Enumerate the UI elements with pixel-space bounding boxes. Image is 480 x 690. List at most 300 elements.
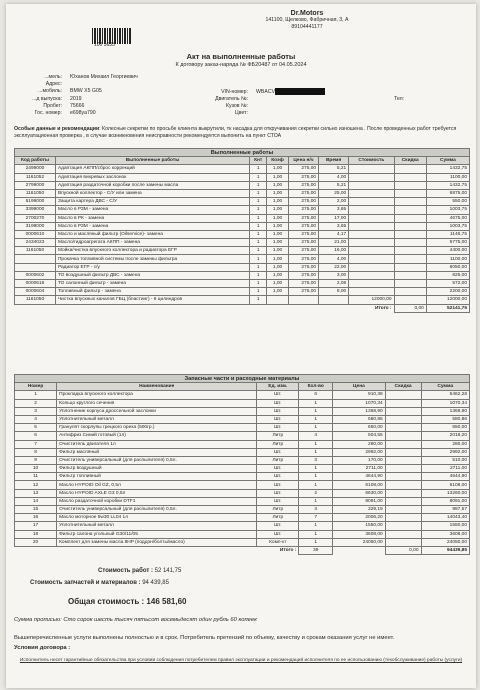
part-row-cell: Шт. — [257, 497, 299, 505]
part-row-cell: Гранулят скорлупы грецкого ореха (500гр.) — [57, 424, 257, 432]
work-row-cell: 275,00 — [288, 206, 318, 214]
part-row-cell: 910,38 — [333, 391, 386, 399]
part-row-cell — [385, 465, 421, 473]
engine-row: Двигатель №: — [215, 96, 248, 103]
work-row-cell: Защита картера ДВС - С/У — [55, 198, 249, 206]
part-row-cell: Масло моторное 5w30 LL04 1л — [57, 514, 257, 522]
work-row-cell: 6050,00 — [426, 263, 469, 271]
part-row-cell: 4644,90 — [421, 473, 469, 481]
work-row-cell: 21,00 — [319, 239, 349, 247]
part-row — [15, 489, 470, 497]
work-row-cell — [349, 206, 394, 214]
work-row-cell — [394, 230, 426, 238]
work-row-cell: 275,00 — [288, 255, 318, 263]
work-row-cell: 1 — [250, 198, 267, 206]
work-row-cell: 4,00 — [319, 173, 349, 181]
part-row-cell: 650,00 — [333, 424, 386, 432]
work-row-cell: 275,00 — [288, 263, 318, 271]
agreement-label: Условия договора : — [14, 645, 71, 651]
parts-body — [15, 391, 470, 547]
work-row-cell: 1 — [250, 173, 267, 181]
work-row — [15, 222, 470, 230]
work-row-cell — [15, 255, 56, 263]
part-row-cell: 11 — [15, 473, 57, 481]
work-row-cell: 275,00 — [288, 181, 318, 189]
work-row-cell: 1161052 — [15, 173, 56, 181]
part-row-cell: 2992,00 — [421, 448, 469, 456]
part-row-cell: 8 — [15, 448, 57, 456]
work-row-cell: Топливный фильтр - замена — [55, 288, 249, 296]
part-row-cell: Литр — [257, 432, 299, 440]
works-header-row — [15, 157, 470, 165]
work-row-cell: 25,00 — [319, 189, 349, 197]
work-row — [15, 181, 470, 189]
grand-total-value: 146 581,60 — [146, 597, 187, 606]
part-row-cell: Прокладка впускного коллектора — [57, 391, 257, 399]
document-sheet — [6, 4, 476, 688]
company-phone: 89104441177 — [291, 24, 323, 30]
work-row-cell: 2,00 — [319, 198, 349, 206]
part-row — [15, 432, 470, 440]
work-row-cell — [394, 222, 426, 230]
work-row-cell: 1432,75 — [426, 165, 469, 173]
work-row-cell — [349, 214, 394, 222]
work-row-cell: 1 — [250, 288, 267, 296]
part-row — [15, 538, 470, 546]
part-row-cell: 1 — [299, 440, 333, 448]
col-number: Номер — [15, 383, 57, 391]
work-row-cell: Масло в РЗМ - замена — [55, 206, 249, 214]
col-price: Цена — [333, 383, 386, 391]
part-row-cell: 6108,00 — [421, 481, 469, 489]
part-row-cell: 10 — [15, 465, 57, 473]
part-row — [15, 481, 470, 489]
work-row-cell: 275,00 — [288, 230, 318, 238]
work-row-cell — [394, 271, 426, 279]
grand-total-label: Общая стоимость : — [68, 597, 145, 606]
work-row-cell: 275,00 — [288, 222, 318, 230]
parts-total-discount: 0,00 — [385, 546, 421, 554]
part-row-cell: 18 — [15, 530, 57, 538]
work-row-cell: Чистка впускных каналов ГБЦ (бластинг) - 6 цилиндров — [55, 296, 249, 304]
work-row-cell: 5,21 — [319, 165, 349, 173]
part-row — [15, 448, 470, 456]
work-row-cell: 1,00 — [267, 198, 289, 206]
work-row-cell — [349, 263, 394, 271]
amount-in-words: Сумма прописью: Сто сорок шесть тысяч пятьсот восемьдесят один рубль 60 копеек — [14, 617, 257, 623]
work-row-cell — [394, 263, 426, 271]
vin-row: VIN-номер: WBACV — [202, 88, 402, 96]
part-row-cell: 12 — [15, 481, 57, 489]
part-row-cell — [385, 448, 421, 456]
work-row-cell: 1,00 — [267, 271, 289, 279]
work-row — [15, 206, 470, 214]
company-address: 141100, Щелково, Фабричная, 3, А — [265, 17, 349, 23]
work-row-cell: 4,17 — [319, 230, 349, 238]
part-row — [15, 506, 470, 514]
work-row-cell — [349, 230, 394, 238]
part-row-cell: 3608,00 — [333, 530, 386, 538]
part-row-cell: Очиститель двигателя 1л — [57, 440, 257, 448]
part-row-cell — [385, 538, 421, 546]
works-total-sum: 52141,75 — [426, 304, 469, 312]
part-row-cell: 2006,20 — [333, 514, 386, 522]
client-row-plate: Гос. номер: е698уа790 — [34, 110, 96, 117]
work-row-cell — [349, 280, 394, 288]
work-row-cell: 1161050 — [15, 296, 56, 304]
work-row-cell: 0000616 — [15, 280, 56, 288]
work-row-cell — [394, 296, 426, 304]
part-row-cell: Шт. — [257, 465, 299, 473]
work-row-cell: 1 — [250, 214, 267, 222]
part-row-cell: 280,00 — [421, 440, 469, 448]
parts-cost-label: Стоимость запчастей и материалов : — [30, 580, 141, 586]
part-row-cell: 1 — [299, 530, 333, 538]
client-row-year: ...д выпуска: 2019 — [32, 95, 82, 102]
work-row-cell — [394, 189, 426, 197]
work-row — [15, 255, 470, 263]
work-row-cell: 8,00 — [319, 288, 349, 296]
part-row-cell: 4 — [299, 432, 333, 440]
work-row-cell: 5199000 — [15, 198, 56, 206]
part-row-cell: 987,57 — [421, 506, 469, 514]
part-row-cell: 1 — [299, 465, 333, 473]
parts-section-title: Запасные части и расходные материалы — [15, 375, 470, 383]
part-row-cell: 1368,90 — [333, 407, 386, 415]
parts-cost-value: 94 439,85 — [142, 580, 169, 586]
work-row-cell: 12000,00 — [349, 296, 394, 304]
work-row — [15, 198, 470, 206]
part-row — [15, 514, 470, 522]
work-row-cell: 1 — [250, 181, 267, 189]
part-row — [15, 456, 470, 464]
part-row-cell: Уплотнение корпуса дроссельной заслонки — [57, 407, 257, 415]
part-row-cell: Фильтр салона угольный G30/11/05 — [57, 530, 257, 538]
part-row-cell: 280,00 — [333, 440, 386, 448]
work-row-cell: 550,00 — [426, 198, 469, 206]
work-row-cell: 2799000 — [15, 181, 56, 189]
work-row-cell — [394, 247, 426, 255]
works-section-title: Выполненные работы — [15, 149, 470, 157]
work-row-cell: 275,00 — [288, 198, 318, 206]
part-row — [15, 522, 470, 530]
part-row-cell: 5462,28 — [421, 391, 469, 399]
part-row-cell: 650,00 — [421, 424, 469, 432]
part-row-cell: 580,86 — [421, 415, 469, 423]
part-row-cell: 1 — [299, 481, 333, 489]
part-row-cell: Фильтр топливный — [57, 473, 257, 481]
part-row-cell: Очиститель универсальный (для распылителя) 0,5л. — [57, 456, 257, 464]
part-row-cell: Шт. — [257, 424, 299, 432]
work-row-cell: Впускной коллектор - С/У или замена — [55, 189, 249, 197]
work-row-cell — [288, 296, 318, 304]
work-row-cell: 1146,75 — [426, 230, 469, 238]
part-row-cell: Шт. — [257, 473, 299, 481]
parts-total-row — [15, 546, 470, 554]
work-row — [15, 165, 470, 173]
client-row-mileage: Пробег: 75666 — [43, 102, 85, 109]
part-row-cell: Комплект для замены масла 8HP (поддон/болты/масло) — [57, 538, 257, 546]
col-sum: Сумма — [426, 157, 469, 165]
work-row-cell: 0000602 — [15, 271, 56, 279]
work-row-cell: 1 — [250, 271, 267, 279]
part-row-cell: 2711,00 — [421, 465, 469, 473]
part-row — [15, 407, 470, 415]
work-row — [15, 173, 470, 181]
work-row — [15, 288, 470, 296]
warranty-terms-link[interactable]: Исполнитель несет гарантийные обязательства при условии соблюдения потребителем правил эксплуатации и рекомендаций исполнителя по ее использованию (техобслуживание) работы (услуги) — [19, 658, 463, 663]
part-row-cell: 1 — [299, 415, 333, 423]
col-coef: Коэф — [267, 157, 289, 165]
barcode-number: 100 5635 — [94, 42, 115, 48]
part-row-cell: Очиститель универсальный (для распылителя) 0,5л. — [57, 506, 257, 514]
part-row-cell — [385, 514, 421, 522]
part-row-cell: 24050,00 — [333, 538, 386, 546]
part-row-cell: 7 — [299, 514, 333, 522]
part-row-cell: Шт. — [257, 522, 299, 530]
work-row — [15, 247, 470, 255]
part-row-cell: Уплотнительный металл — [57, 522, 257, 530]
body-row: Кузов №: — [225, 103, 248, 110]
part-row-cell: Шт. — [257, 481, 299, 489]
part-row-cell: 1 — [299, 407, 333, 415]
work-row-cell: 1003,75 — [426, 222, 469, 230]
work-row-cell: 17,00 — [319, 214, 349, 222]
work-row-cell: 275,00 — [288, 271, 318, 279]
work-row-cell: 1100,00 — [426, 255, 469, 263]
work-row-cell — [394, 173, 426, 181]
part-row-cell — [385, 489, 421, 497]
work-row-cell — [394, 214, 426, 222]
part-row-cell: 7 — [15, 440, 57, 448]
part-row-cell: 5 — [15, 424, 57, 432]
part-row-cell: 9 — [15, 456, 57, 464]
work-row-cell: Масло/гидроагрегата АКПП - замена — [55, 239, 249, 247]
work-row-cell: 1,00 — [267, 222, 289, 230]
work-row-cell: 1 — [250, 280, 267, 288]
part-row-cell: 1070,34 — [333, 399, 386, 407]
part-row-cell: Шт. — [257, 530, 299, 538]
part-row-cell: 329,19 — [333, 506, 386, 514]
part-row-cell: 6108,00 — [333, 481, 386, 489]
work-row-cell — [394, 206, 426, 214]
work-row-cell: Адаптация раздаточной коробки после замены масла — [55, 181, 249, 189]
client-row-car: ...мобиль: BMW X5 G05 — [38, 88, 102, 95]
part-row-cell — [385, 506, 421, 514]
client-row-name: ...мель: Юханов Михаил Георгиевич — [44, 74, 138, 80]
part-row-cell: Фильтр воздушный — [57, 465, 257, 473]
part-row-cell: Шт. — [257, 407, 299, 415]
work-row-cell: 3399000 — [15, 206, 56, 214]
work-row-cell: 825,00 — [426, 271, 469, 279]
work-row-cell — [394, 198, 426, 206]
work-row-cell: 1,00 — [267, 280, 289, 288]
part-row — [15, 440, 470, 448]
part-row-cell: Кольцо круглого сечения — [57, 399, 257, 407]
part-row-cell: 8091,00 — [421, 497, 469, 505]
work-row-cell: 275,00 — [288, 173, 318, 181]
work-row-cell: 1,00 — [267, 173, 289, 181]
col-amount: Кол-во — [299, 383, 333, 391]
work-row — [15, 214, 470, 222]
work-row-cell: 275,00 — [288, 214, 318, 222]
work-row-cell: 1,00 — [267, 247, 289, 255]
color-row: Цвет: — [234, 110, 248, 117]
client-info-left — [6, 74, 206, 117]
part-row-cell: Шт. — [257, 415, 299, 423]
part-row-cell: 4644,90 — [333, 473, 386, 481]
parts-table — [14, 374, 470, 555]
work-row-cell — [349, 239, 394, 247]
part-row-cell: 13260,00 — [421, 489, 469, 497]
work-row-cell: 275,00 — [288, 189, 318, 197]
part-row-cell: 1 — [299, 497, 333, 505]
work-row-cell: 1100,00 — [426, 173, 469, 181]
part-row-cell: Антифриз Синий готовый (1л) — [57, 432, 257, 440]
work-row — [15, 271, 470, 279]
part-row-cell: 1 — [299, 473, 333, 481]
part-row-cell: 6 — [15, 432, 57, 440]
part-row-cell — [385, 391, 421, 399]
work-row-cell: 0000604 — [15, 288, 56, 296]
col-parts-sum: Сумма — [421, 383, 469, 391]
work-row-cell: 1,00 — [267, 255, 289, 263]
part-row-cell: Масло раздаточной коробки DTF1 — [57, 497, 257, 505]
part-row-cell: 14 — [15, 497, 57, 505]
work-row-cell: ТО воздушный фильтр ДВС - замена — [55, 271, 249, 279]
work-row-cell — [349, 247, 394, 255]
parts-total-label: Итого : — [279, 548, 297, 554]
work-row-cell: 1161050 — [15, 189, 56, 197]
part-row-cell — [385, 456, 421, 464]
work-row-cell: 275,00 — [288, 288, 318, 296]
company-header — [242, 10, 372, 31]
part-row — [15, 465, 470, 473]
work-row-cell: Адаптация вихревых заслонок — [55, 173, 249, 181]
part-row-cell: Шт. — [257, 489, 299, 497]
work-row-cell: 1,00 — [267, 165, 289, 173]
work-row — [15, 280, 470, 288]
part-row-cell: 20 — [15, 538, 57, 546]
col-cost: Стоимость — [349, 157, 394, 165]
part-row — [15, 391, 470, 399]
part-row-cell: 2992,00 — [333, 448, 386, 456]
part-row-cell: 170,00 — [333, 456, 386, 464]
client-row-address: Адрес: — [45, 81, 62, 88]
col-unit: Ед. изм. — [257, 383, 299, 391]
work-row — [15, 296, 470, 304]
work-row-cell: 1 — [250, 206, 267, 214]
part-row-cell: 2018,20 — [421, 432, 469, 440]
work-row-cell: 2200,00 — [426, 288, 469, 296]
part-row — [15, 399, 470, 407]
work-row-cell: 1 — [250, 263, 267, 271]
work-row-cell: 6875,00 — [426, 189, 469, 197]
part-row-cell — [385, 407, 421, 415]
work-row-cell — [349, 189, 394, 197]
work-row-cell: 3,65 — [319, 206, 349, 214]
part-row-cell: Масло HYPOID Oil GZ, 0,5л — [57, 481, 257, 489]
part-row-cell: 2711,00 — [333, 465, 386, 473]
part-row-cell: 3 — [299, 456, 333, 464]
work-row-cell: 3199000 — [15, 222, 56, 230]
part-row-cell: 1 — [299, 522, 333, 530]
work-row-cell: 4,00 — [319, 255, 349, 263]
completion-statement: Вышеперечисленные услуги выполнены полностью и в срок. Потребитель претензий по объему, качеству и срокам оказания услуг не имеет. — [14, 635, 395, 641]
part-row-cell: 504,55 — [333, 432, 386, 440]
col-parts-discount: Скидка — [385, 383, 421, 391]
part-row-cell: 6630,00 — [333, 489, 386, 497]
col-discount: Скидка — [394, 157, 426, 165]
work-row-cell: 1,00 — [267, 263, 289, 271]
work-row-cell: Масло и масляный фильтр (Oilservice)- замена — [55, 230, 249, 238]
part-row-cell: 1 — [299, 448, 333, 456]
work-row-cell: 1 — [250, 296, 267, 304]
part-row-cell: 1 — [15, 391, 57, 399]
parts-header-row — [15, 383, 470, 391]
col-time: Время — [319, 157, 349, 165]
part-row-cell: Шт. — [257, 448, 299, 456]
part-row-cell: Уплотнительный металл — [57, 415, 257, 423]
part-row-cell — [385, 440, 421, 448]
work-row-cell: Масло в РК - замена — [55, 214, 249, 222]
grand-total-line — [68, 596, 186, 607]
part-row-cell — [385, 481, 421, 489]
part-row-cell: 2 — [299, 489, 333, 497]
part-row-cell: Литр — [257, 440, 299, 448]
col-name: Наименование — [57, 383, 257, 391]
work-row-cell: 275,00 — [288, 247, 318, 255]
part-row-cell: 1550,00 — [333, 522, 386, 530]
part-row-cell: Литр — [257, 456, 299, 464]
part-row-cell: 3608,00 — [421, 530, 469, 538]
part-row-cell — [385, 415, 421, 423]
part-row-cell: 1 — [299, 538, 333, 546]
special-notes — [14, 126, 468, 140]
part-row-cell: 3 — [15, 407, 57, 415]
work-row-cell — [15, 263, 56, 271]
work-row-cell — [394, 255, 426, 263]
work-row — [15, 230, 470, 238]
work-cost-label: Стоимость работ : — [98, 568, 153, 574]
work-row-cell: 2434023 — [15, 239, 56, 247]
part-row-cell: 510,00 — [421, 456, 469, 464]
work-row-cell: 12000,00 — [426, 296, 469, 304]
notes-text: : Колесные секретки по просьбе клиента выкрутили, тк насадка для откручивания секретки сильно изношена . После проведенных работ требуется эксплуатационная проверка , в случае возникновения неисправности рекомендуется выпонить на пункт СТОА — [14, 126, 457, 139]
works-body — [15, 165, 470, 304]
part-row-cell: Масло HYPOID AXLE G3 0,5л — [57, 489, 257, 497]
work-row-cell: 1 — [250, 222, 267, 230]
work-row-cell: 1161050 — [15, 247, 56, 255]
part-row-cell: 1 — [299, 424, 333, 432]
work-row-cell: 3,65 — [319, 222, 349, 230]
work-row — [15, 263, 470, 271]
part-row-cell: 15 — [15, 506, 57, 514]
work-row-cell: 5775,00 — [426, 239, 469, 247]
part-row-cell: 6 — [299, 391, 333, 399]
work-row-cell: Радиатор ЕГР - с/у — [55, 263, 249, 271]
work-row-cell: 22,00 — [319, 263, 349, 271]
work-row-cell: 1432,75 — [426, 181, 469, 189]
work-row-cell — [319, 296, 349, 304]
tel-label: Тел: — [394, 96, 405, 102]
work-row-cell: Мойка/чистка впускного коллектора и радиатора ЕГР — [55, 247, 249, 255]
work-row-cell: Масло в РЗМ - замена — [55, 222, 249, 230]
part-row-cell — [385, 399, 421, 407]
part-row — [15, 415, 470, 423]
part-row-cell: Шт. — [257, 399, 299, 407]
work-row-cell: Адаптация АКПП/сброс коррекций — [55, 165, 249, 173]
